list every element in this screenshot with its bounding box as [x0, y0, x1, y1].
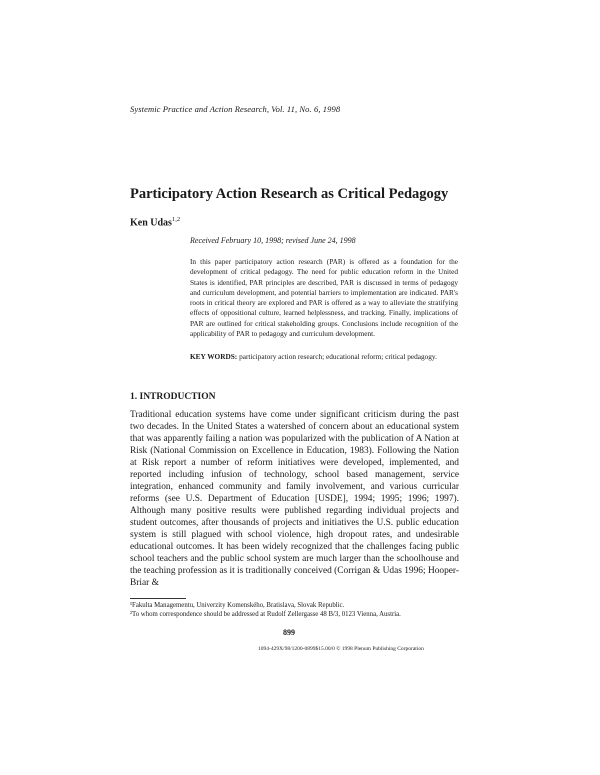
author-name: Ken Udas — [130, 217, 172, 229]
footnote-1: ¹Fakulta Managementu, Univerzity Komenského, Bratislava, Slovak Republic. — [130, 602, 345, 609]
keywords-text: participatory action research; educational reform; critical pedagogy. — [239, 352, 437, 361]
footnote-rule — [130, 598, 186, 599]
section-heading: 1. INTRODUCTION — [130, 392, 216, 402]
keywords-label: KEY WORDS: — [190, 352, 238, 361]
paper-title: Participatory Action Research as Critical Pedagogy — [130, 186, 449, 202]
copyright-line: 1094-429X/98/1200-0899$15.00/0 © 1998 Plenum Publishing Corporation — [258, 646, 424, 652]
abstract: In this paper participatory action research (PAR) is offered as a foundation for the development of critical pedagogy. The need for public education reform in the United States is identified, PAR principles are described, PAR is discussed in terms of pedagogy and curriculum development, and potential barriers to implementation are indicated. PAR's roots in critical theory are explored and PAR is offered as a way to alleviate the stratifying effects of oppositional culture, learned helplessness, and tracking. Finally, implications of PAR are outlined for critical stakeholding groups. Conclusions include recognition of the applicability of PAR to pedagogy and curriculum development. — [190, 257, 458, 339]
running-head: Systemic Practice and Action Research, Vol. 11, No. 6, 1998 — [130, 104, 341, 114]
author — [130, 216, 180, 228]
keywords — [190, 352, 458, 362]
received-dates: Received February 10, 1998; revised June 24, 1998 — [190, 236, 356, 245]
author-affiliation-marks: 1,2 — [171, 216, 181, 223]
footnote-2: ²To whom correspondence should be addressed at Rudolf Zellergasse 48 B/3, 0123 Vienna, Austria. — [130, 611, 401, 618]
page-number: 899 — [283, 628, 295, 637]
section-body: Traditional education systems have come under significant criticism during the past two decades. In the United States a watershed of concern about an educational system that was apparently failing a nation was popularized with the publication of A Nation at Risk (National Commission on Excellence in Education, 1983). Following the Nation at Risk report a number of reform initiatives were developed, implemented, and reported including infusion of technology, school based management, service integration, enhanced community and family involvement, and various curricular reforms (see U.S. Department of Education [USDE], 1994; 1995; 1996; 1997). Although many positive results were published regarding individual projects and student outcomes, after thousands of projects and initiatives the U.S. public education system is still plagued with school violence, high dropout rates, and undesirable educational outcomes. It has been widely recognized that the challenges facing public school teachers and the public school system are much larger than the schoolhouse and the teaching profession as it is traditionally conceived (Corrigan & Udas 1996; Hooper-Briar & — [130, 410, 459, 588]
